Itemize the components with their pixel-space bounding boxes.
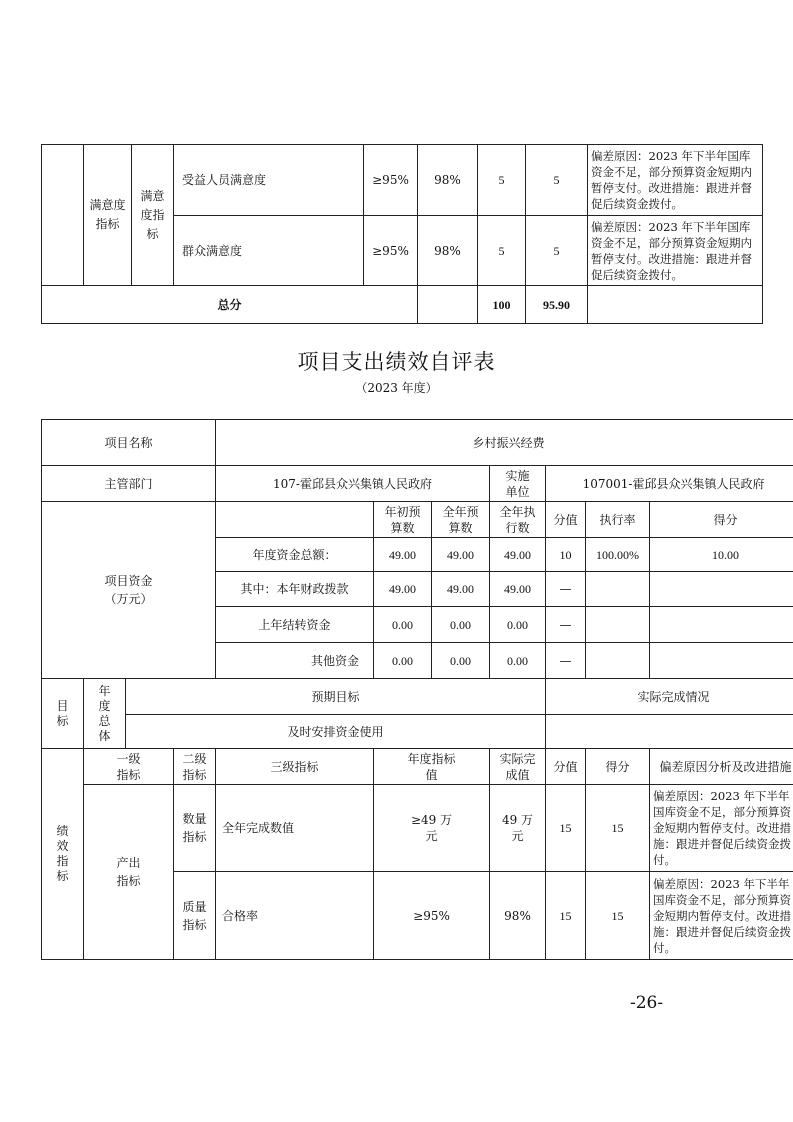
dept-label: 主管部门 (42, 466, 216, 502)
funds-annual: 0.00 (432, 607, 490, 643)
perf-header: 三级指标 (216, 749, 374, 785)
perf-header: 年度指标值 (374, 749, 490, 785)
perf-actual: 49 万元 (490, 785, 546, 872)
target-cell: ≥95% (364, 216, 418, 286)
funds-score: 10.00 (650, 538, 793, 572)
perf-score: 15 (586, 785, 650, 872)
self-evaluation-table (41, 419, 793, 960)
funds-weight: 10 (546, 538, 586, 572)
note-cell: 偏差原因：2023 年下半年国库资金不足，部分预算资金短期内暂停支付。改进措施：跟进并督促后续资金拨付。 (588, 145, 763, 216)
goal-inner-label: 年度总体 (84, 679, 126, 749)
funds-initial: 0.00 (374, 643, 432, 679)
funds-executed: 0.00 (490, 607, 546, 643)
funds-weight: — (546, 607, 586, 643)
actual-cell: 98% (418, 145, 478, 216)
impl-value: 107001-霍邱县众兴集镇人民政府 (546, 466, 793, 502)
funds-header: 执行率 (586, 502, 650, 538)
perf-level2: 数量指标 (174, 785, 216, 872)
impl-label: 实施单位 (490, 466, 546, 502)
expected-goal-value: 及时安排资金使用 (126, 715, 546, 749)
funds-row-label: 年度资金总额： (216, 538, 374, 572)
funds-header: 分值 (546, 502, 586, 538)
level1-cell: 满意度指标 (84, 145, 132, 286)
actual-result-value (546, 715, 793, 749)
total-label-cell: 总分 (42, 286, 418, 324)
perf-label: 绩效指标 (42, 749, 84, 960)
dept-value: 107-霍邱县众兴集镇人民政府 (216, 466, 490, 502)
blank-cell (216, 502, 374, 538)
score-value-cell: 5 (478, 145, 526, 216)
funds-score (650, 572, 793, 607)
funds-weight: — (546, 572, 586, 607)
indicator-cell: 群众满意度 (174, 216, 364, 286)
page-subtitle: （2023 年度） (355, 381, 438, 395)
expected-goal-header: 预期目标 (126, 679, 546, 715)
funds-score (650, 607, 793, 643)
project-name-value: 乡村振兴经费 (216, 420, 793, 466)
blank-cell (588, 286, 763, 324)
blank-cell (418, 286, 478, 324)
perf-target: ≥95% (374, 872, 490, 960)
perf-indicator: 合格率 (216, 872, 374, 960)
perf-weight: 15 (546, 872, 586, 960)
funds-executed: 49.00 (490, 572, 546, 607)
perf-score: 15 (586, 872, 650, 960)
perf-note: 偏差原因：2023 年下半年国库资金不足，部分预算资金短期内暂停支付。改进措施：跟进并督促后续资金拨付。 (650, 872, 793, 960)
actual-result-header: 实际完成情况 (546, 679, 793, 715)
perf-header: 得分 (586, 749, 650, 785)
perf-header: 偏差原因分析及改进措施 (650, 749, 793, 785)
funds-rate (586, 643, 650, 679)
page-title: 项目支出绩效自评表 (297, 350, 496, 374)
total-score-cell: 95.90 (526, 286, 588, 324)
level2-cell: 满意度指标 (132, 145, 174, 286)
perf-header: 实际完成值 (490, 749, 546, 785)
funds-score (650, 643, 793, 679)
score-cell: 5 (526, 216, 588, 286)
actual-cell: 98% (418, 216, 478, 286)
perf-header: 一级指标 (84, 749, 174, 785)
project-name-label: 项目名称 (42, 420, 216, 466)
note-cell: 偏差原因：2023 年下半年国库资金不足，部分预算资金短期内暂停支付。改进措施：跟进并督促后续资金拨付。 (588, 216, 763, 286)
funds-weight: — (546, 643, 586, 679)
funds-header: 全年预算数 (432, 502, 490, 538)
indicator-cell: 受益人员满意度 (174, 145, 364, 216)
funds-row-label: 上年结转资金 (216, 607, 374, 643)
funds-executed: 49.00 (490, 538, 546, 572)
perf-header: 二级指标 (174, 749, 216, 785)
perf-weight: 15 (546, 785, 586, 872)
score-value-cell: 5 (478, 216, 526, 286)
blank-level0-cell (42, 145, 84, 286)
total-score-value-cell: 100 (478, 286, 526, 324)
perf-target: ≥49 万元 (374, 785, 490, 872)
funds-rate (586, 572, 650, 607)
funds-initial: 0.00 (374, 607, 432, 643)
page-number: -26- (630, 993, 664, 1013)
funds-annual: 0.00 (432, 643, 490, 679)
perf-level2: 质量指标 (174, 872, 216, 960)
funds-label: 项目资金（万元） (42, 502, 216, 679)
goal-outer-label: 目标 (42, 679, 84, 749)
funds-row-label: 其他资金 (216, 643, 374, 679)
perf-header: 分值 (546, 749, 586, 785)
funds-header: 得分 (650, 502, 793, 538)
funds-header: 年初预算数 (374, 502, 432, 538)
funds-header: 全年执行数 (490, 502, 546, 538)
funds-annual: 49.00 (432, 538, 490, 572)
funds-annual: 49.00 (432, 572, 490, 607)
funds-rate (586, 607, 650, 643)
target-cell: ≥95% (364, 145, 418, 216)
funds-executed: 0.00 (490, 643, 546, 679)
perf-note: 偏差原因：2023 年下半年国库资金不足，部分预算资金短期内暂停支付。改进措施：跟进并督促后续资金拨付。 (650, 785, 793, 872)
satisfaction-table (41, 144, 763, 324)
output-label: 产出指标 (84, 785, 174, 960)
score-cell: 5 (526, 145, 588, 216)
perf-actual: 98% (490, 872, 546, 960)
funds-initial: 49.00 (374, 538, 432, 572)
perf-indicator: 全年完成数值 (216, 785, 374, 872)
funds-initial: 49.00 (374, 572, 432, 607)
funds-row-label: 其中：本年财政拨款 (216, 572, 374, 607)
funds-rate: 100.00% (586, 538, 650, 572)
